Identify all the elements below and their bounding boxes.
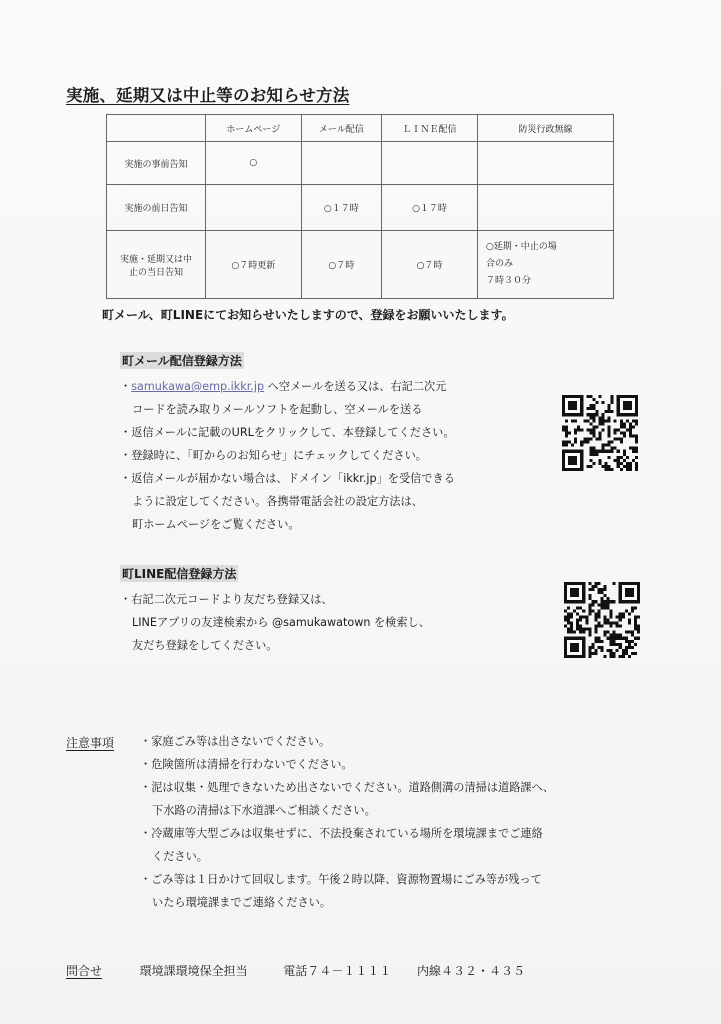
mail-line: コードを読み取りメールソフトを起動し、空メールを送る [132, 403, 423, 416]
mail-line: ・登録時に、「町からのお知らせ」にチェックしてください。 [120, 449, 427, 462]
note-line: ・冷蔵庫等大型ごみは収集せずに、不法投棄されている場所を環境課までご連絡 [140, 827, 543, 840]
mail-line: 町ホームページをご覧ください。 [132, 518, 300, 531]
table-cell [477, 231, 613, 299]
header-line: ＬＩＮＥ配信 [382, 115, 478, 142]
notes-list [140, 730, 554, 914]
table-cell [477, 185, 613, 231]
table-cell: ○１７時 [301, 185, 381, 231]
contact-extension: 内線４３２・４３５ [417, 964, 526, 978]
table-cell: ○７時 [382, 231, 478, 299]
header-mail: メール配信 [301, 115, 381, 142]
line-instructions [120, 588, 430, 657]
line-line: ・右記二次元コードより友だち登録又は、 [120, 593, 333, 606]
page-title: 実施、延期又は中止等のお知らせ方法 [66, 86, 350, 105]
bullet: ・ [120, 380, 132, 393]
row-label: 実施の事前告知 [107, 142, 206, 185]
mail-section-heading: 町メール配信登録方法 [122, 354, 242, 368]
table-header-row [107, 115, 614, 142]
table-cell: ○７時更新 [206, 231, 302, 299]
table-cell: ○７時 [301, 231, 381, 299]
note-line: ・家庭ごみ等は出さないでください。 [140, 735, 331, 748]
table-row [107, 142, 614, 185]
note-line: 下水路の清掃は下水道課へご相談ください。 [152, 804, 376, 817]
cell-line: ○延期・中止の場 [485, 242, 557, 252]
note-line: ください。 [152, 850, 208, 863]
mail-line [120, 375, 455, 398]
table-cell: ○ [206, 142, 302, 185]
table-cell [477, 142, 613, 185]
contact-line [66, 962, 525, 979]
mail-line-text: へ空メールを送る又は、右記二次元 [264, 380, 447, 393]
registration-intro: 町メール、町LINEにてお知らせいたしますので、登録をお願いいたします。 [102, 308, 514, 322]
note-line: ・危険箇所は清掃を行わないでください。 [140, 758, 353, 771]
mail-line: ・返信メールが届かない場合は、ドメイン「ikkr.jp」を受信できる [120, 472, 455, 485]
row-label-line: 実施・延期又は中 [119, 254, 192, 265]
mail-instructions [120, 375, 455, 536]
mail-qr-code-icon[interactable] [562, 395, 638, 471]
header-homepage: ホームページ [206, 115, 302, 142]
line-section-heading: 町LINE配信登録方法 [122, 567, 237, 581]
notice-method-table [106, 114, 614, 299]
line-line: 友だち登録をしてください。 [132, 639, 278, 652]
table-corner-cell [107, 115, 206, 142]
contact-label: 問合せ [66, 964, 103, 978]
line-qr-code-icon[interactable] [564, 582, 640, 658]
row-label [107, 231, 206, 299]
contact-phone: 電話７４－１１１１ [283, 964, 392, 978]
header-radio: 防災行政無線 [477, 115, 613, 142]
table-row [107, 231, 614, 299]
note-line: いたら環境課までご連絡ください。 [152, 896, 332, 909]
table-cell [301, 142, 381, 185]
cell-line: 合のみ [485, 259, 513, 269]
note-line: ・泥は収集・処理できないため出さないでください。道路側溝の清掃は道路課へ、 [140, 781, 554, 794]
notes-label: 注意事項 [66, 736, 115, 750]
row-label: 実施の前日告知 [107, 185, 206, 231]
mail-line: ・返信メールに記載のURLをクリックして、本登録してください。 [120, 426, 455, 439]
table-cell [382, 142, 478, 185]
note-line: ・ごみ等は１日かけて回収します。午後２時以降、資源物置場にごみ等が残って [140, 873, 542, 886]
mail-address-link[interactable]: samukawa@emp.ikkr.jp [131, 380, 265, 393]
cell-line: ７時３０分 [485, 276, 531, 286]
line-line: LINEアプリの友達検索から @samukawatown を検索し、 [132, 616, 430, 629]
table-cell: ○１７時 [382, 185, 478, 231]
table-cell [206, 185, 302, 231]
mail-line: ように設定してください。各携帯電話会社の設定方法は、 [132, 495, 423, 508]
contact-dept: 環境課環境保全担当 [139, 964, 248, 978]
row-label-line: 止の当日告知 [128, 267, 183, 278]
table-row [107, 185, 614, 231]
